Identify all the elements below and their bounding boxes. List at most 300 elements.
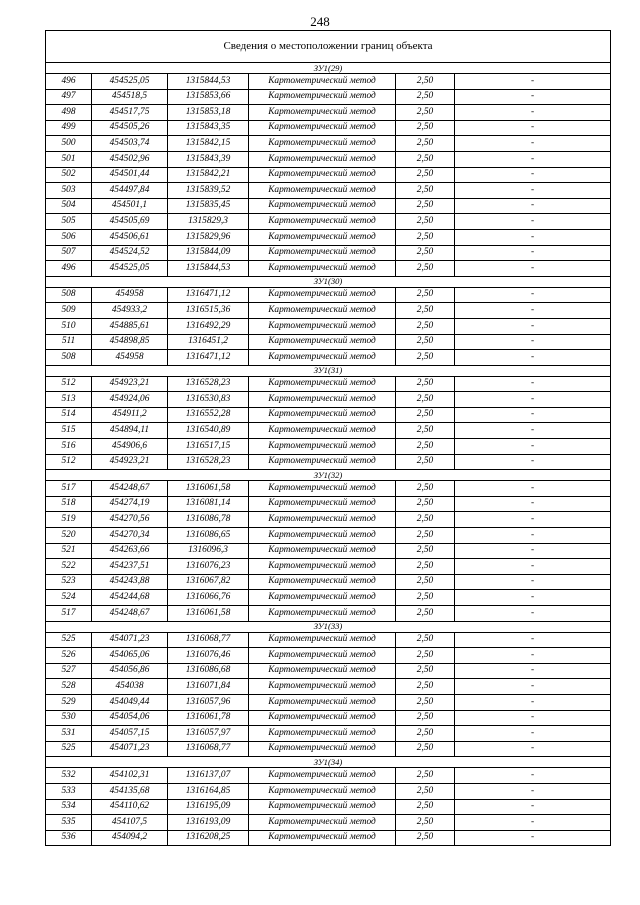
accuracy-cell: 2,50 [396,136,455,152]
y-coordinate-cell: 1315835,45 [168,198,249,214]
table-row [46,496,611,512]
accuracy-cell: 2,50 [396,183,455,199]
description-cell: - [455,120,611,136]
description-cell: - [455,815,611,831]
y-coordinate-cell: 1315853,66 [168,89,249,105]
accuracy-cell: 2,50 [396,245,455,261]
x-coordinate-cell: 454054,06 [92,710,168,726]
point-number-cell: 508 [46,350,92,366]
x-coordinate-cell: 454503,74 [92,136,168,152]
description-cell: - [455,303,611,319]
table-row [46,350,611,366]
point-number-cell: 526 [46,648,92,664]
x-coordinate-cell: 454056,86 [92,663,168,679]
point-number-cell: 536 [46,830,92,846]
description-cell: - [455,245,611,261]
description-cell: - [455,768,611,784]
y-coordinate-cell: 1316528,23 [168,454,249,470]
accuracy-cell: 2,50 [396,590,455,606]
accuracy-cell: 2,50 [396,89,455,105]
description-cell: - [455,183,611,199]
description-cell: - [455,710,611,726]
accuracy-cell: 2,50 [396,350,455,366]
y-coordinate-cell: 1315829,96 [168,229,249,245]
table-row [46,768,611,784]
x-coordinate-cell: 454894,11 [92,423,168,439]
table-row [46,679,611,695]
method-cell: Картометрический метод [249,663,396,679]
method-cell: Картометрический метод [249,528,396,544]
y-coordinate-cell: 1316061,58 [168,606,249,622]
x-coordinate-cell: 454071,23 [92,632,168,648]
accuracy-cell: 2,50 [396,74,455,90]
x-coordinate-cell: 454524,52 [92,245,168,261]
table-row [46,303,611,319]
accuracy-cell: 2,50 [396,392,455,408]
description-cell: - [455,136,611,152]
method-cell: Картометрический метод [249,590,396,606]
y-coordinate-cell: 1315842,15 [168,136,249,152]
method-cell: Картометрический метод [249,799,396,815]
method-cell: Картометрический метод [249,214,396,230]
description-cell: - [455,198,611,214]
y-coordinate-cell: 1315844,53 [168,261,249,277]
accuracy-cell: 2,50 [396,151,455,167]
x-coordinate-cell: 454107,5 [92,815,168,831]
x-coordinate-cell: 454898,85 [92,334,168,350]
accuracy-cell: 2,50 [396,815,455,831]
x-coordinate-cell: 454244,68 [92,590,168,606]
accuracy-cell: 2,50 [396,407,455,423]
method-cell: Картометрический метод [249,151,396,167]
accuracy-cell: 2,50 [396,559,455,575]
method-cell: Картометрический метод [249,287,396,303]
y-coordinate-cell: 1316067,82 [168,574,249,590]
accuracy-cell: 2,50 [396,648,455,664]
group-name: ЗУ1(33) [46,621,611,632]
group-name: ЗУ1(32) [46,470,611,481]
description-cell: - [455,151,611,167]
point-number-cell: 511 [46,334,92,350]
accuracy-cell: 2,50 [396,679,455,695]
x-coordinate-cell: 454958 [92,350,168,366]
table-row [46,559,611,575]
point-number-cell: 496 [46,74,92,90]
x-coordinate-cell: 454057,15 [92,726,168,742]
x-coordinate-cell: 454110,62 [92,799,168,815]
table-row [46,105,611,121]
x-coordinate-cell: 454923,21 [92,454,168,470]
y-coordinate-cell: 1316081,14 [168,496,249,512]
x-coordinate-cell: 454497,84 [92,183,168,199]
accuracy-cell: 2,50 [396,512,455,528]
method-cell: Картометрический метод [249,543,396,559]
accuracy-cell: 2,50 [396,726,455,742]
boundary-table-body [46,31,611,846]
accuracy-cell: 2,50 [396,214,455,230]
description-cell: - [455,392,611,408]
x-coordinate-cell: 454237,51 [92,559,168,575]
table-row [46,543,611,559]
y-coordinate-cell: 1316208,25 [168,830,249,846]
group-name: ЗУ1(31) [46,365,611,376]
y-coordinate-cell: 1315844,09 [168,245,249,261]
x-coordinate-cell: 454506,61 [92,229,168,245]
table-row [46,694,611,710]
y-coordinate-cell: 1316086,68 [168,663,249,679]
x-coordinate-cell: 454501,1 [92,198,168,214]
table-row [46,198,611,214]
table-row [46,261,611,277]
method-cell: Картометрический метод [249,407,396,423]
accuracy-cell: 2,50 [396,632,455,648]
point-number-cell: 528 [46,679,92,695]
y-coordinate-cell: 1316076,23 [168,559,249,575]
description-cell: - [455,318,611,334]
point-number-cell: 510 [46,318,92,334]
x-coordinate-cell: 454049,44 [92,694,168,710]
accuracy-cell: 2,50 [396,694,455,710]
table-row [46,799,611,815]
accuracy-cell: 2,50 [396,423,455,439]
x-coordinate-cell: 454135,68 [92,783,168,799]
y-coordinate-cell: 1316552,28 [168,407,249,423]
y-coordinate-cell: 1316195,09 [168,799,249,815]
table-row [46,590,611,606]
group-name: ЗУ1(34) [46,757,611,768]
table-row [46,376,611,392]
method-cell: Картометрический метод [249,481,396,497]
method-cell: Картометрический метод [249,768,396,784]
point-number-cell: 527 [46,663,92,679]
x-coordinate-cell: 454924,06 [92,392,168,408]
description-cell: - [455,783,611,799]
description-cell: - [455,648,611,664]
table-row [46,89,611,105]
point-number-cell: 523 [46,574,92,590]
table-row [46,167,611,183]
point-number-cell: 506 [46,229,92,245]
table-row [46,229,611,245]
group-header-row [46,757,611,768]
point-number-cell: 513 [46,392,92,408]
description-cell: - [455,543,611,559]
y-coordinate-cell: 1316137,07 [168,768,249,784]
y-coordinate-cell: 1315829,3 [168,214,249,230]
description-cell: - [455,350,611,366]
description-cell: - [455,663,611,679]
y-coordinate-cell: 1315853,18 [168,105,249,121]
method-cell: Картометрический метод [249,334,396,350]
table-row [46,392,611,408]
point-number-cell: 522 [46,559,92,575]
point-number-cell: 517 [46,606,92,622]
accuracy-cell: 2,50 [396,318,455,334]
x-coordinate-cell: 454517,75 [92,105,168,121]
point-number-cell: 535 [46,815,92,831]
point-number-cell: 512 [46,376,92,392]
accuracy-cell: 2,50 [396,496,455,512]
description-cell: - [455,590,611,606]
table-title: Сведения о местоположении границ объекта [46,31,611,63]
method-cell: Картометрический метод [249,694,396,710]
accuracy-cell: 2,50 [396,830,455,846]
y-coordinate-cell: 1316086,78 [168,512,249,528]
y-coordinate-cell: 1316528,23 [168,376,249,392]
x-coordinate-cell: 454502,96 [92,151,168,167]
y-coordinate-cell: 1315843,39 [168,151,249,167]
point-number-cell: 516 [46,439,92,455]
method-cell: Картометрический метод [249,167,396,183]
y-coordinate-cell: 1316068,77 [168,741,249,757]
table-row [46,183,611,199]
method-cell: Картометрический метод [249,303,396,319]
point-number-cell: 518 [46,496,92,512]
x-coordinate-cell: 454038 [92,679,168,695]
method-cell: Картометрический метод [249,120,396,136]
page-number: 248 [310,14,330,29]
table-row [46,512,611,528]
method-cell: Картометрический метод [249,741,396,757]
y-coordinate-cell: 1316061,78 [168,710,249,726]
x-coordinate-cell: 454525,05 [92,261,168,277]
table-row [46,783,611,799]
method-cell: Картометрический метод [249,74,396,90]
accuracy-cell: 2,50 [396,783,455,799]
accuracy-cell: 2,50 [396,287,455,303]
point-number-cell: 531 [46,726,92,742]
accuracy-cell: 2,50 [396,120,455,136]
method-cell: Картометрический метод [249,392,396,408]
table-row [46,574,611,590]
point-number-cell: 505 [46,214,92,230]
y-coordinate-cell: 1315842,21 [168,167,249,183]
description-cell: - [455,726,611,742]
method-cell: Картометрический метод [249,710,396,726]
table-row [46,136,611,152]
method-cell: Картометрический метод [249,229,396,245]
point-number-cell: 524 [46,590,92,606]
point-number-cell: 521 [46,543,92,559]
y-coordinate-cell: 1316057,97 [168,726,249,742]
point-number-cell: 520 [46,528,92,544]
description-cell: - [455,105,611,121]
y-coordinate-cell: 1315844,53 [168,74,249,90]
description-cell: - [455,679,611,695]
accuracy-cell: 2,50 [396,481,455,497]
accuracy-cell: 2,50 [396,528,455,544]
accuracy-cell: 2,50 [396,261,455,277]
y-coordinate-cell: 1316076,46 [168,648,249,664]
accuracy-cell: 2,50 [396,439,455,455]
y-coordinate-cell: 1316515,36 [168,303,249,319]
group-name: ЗУ1(29) [46,63,611,74]
x-coordinate-cell: 454923,21 [92,376,168,392]
point-number-cell: 512 [46,454,92,470]
table-row [46,318,611,334]
y-coordinate-cell: 1316451,2 [168,334,249,350]
point-number-cell: 497 [46,89,92,105]
table-row [46,407,611,423]
table-row [46,710,611,726]
table-row [46,481,611,497]
description-cell: - [455,376,611,392]
x-coordinate-cell: 454505,69 [92,214,168,230]
point-number-cell: 514 [46,407,92,423]
point-number-cell: 525 [46,741,92,757]
method-cell: Картометрический метод [249,105,396,121]
description-cell: - [455,528,611,544]
x-coordinate-cell: 454906,6 [92,439,168,455]
description-cell: - [455,214,611,230]
method-cell: Картометрический метод [249,136,396,152]
table-row [46,648,611,664]
description-cell: - [455,287,611,303]
x-coordinate-cell: 454270,56 [92,512,168,528]
point-number-cell: 499 [46,120,92,136]
point-number-cell: 519 [46,512,92,528]
method-cell: Картометрический метод [249,183,396,199]
method-cell: Картометрический метод [249,559,396,575]
accuracy-cell: 2,50 [396,334,455,350]
accuracy-cell: 2,50 [396,303,455,319]
method-cell: Картометрический метод [249,632,396,648]
table-row [46,214,611,230]
description-cell: - [455,261,611,277]
description-cell: - [455,574,611,590]
y-coordinate-cell: 1315843,35 [168,120,249,136]
description-cell: - [455,74,611,90]
x-coordinate-cell: 454525,05 [92,74,168,90]
table-row [46,151,611,167]
description-cell: - [455,167,611,183]
group-header-row [46,621,611,632]
accuracy-cell: 2,50 [396,606,455,622]
x-coordinate-cell: 454505,26 [92,120,168,136]
method-cell: Картометрический метод [249,261,396,277]
table-row [46,815,611,831]
x-coordinate-cell: 454263,66 [92,543,168,559]
x-coordinate-cell: 454094,2 [92,830,168,846]
group-header-row [46,276,611,287]
point-number-cell: 496 [46,261,92,277]
table-row [46,74,611,90]
point-number-cell: 515 [46,423,92,439]
y-coordinate-cell: 1316193,09 [168,815,249,831]
x-coordinate-cell: 454071,23 [92,741,168,757]
table-row [46,334,611,350]
point-number-cell: 508 [46,287,92,303]
method-cell: Картометрический метод [249,606,396,622]
method-cell: Картометрический метод [249,454,396,470]
accuracy-cell: 2,50 [396,229,455,245]
method-cell: Картометрический метод [249,815,396,831]
point-number-cell: 532 [46,768,92,784]
y-coordinate-cell: 1316057,96 [168,694,249,710]
table-row [46,423,611,439]
accuracy-cell: 2,50 [396,741,455,757]
y-coordinate-cell: 1316540,89 [168,423,249,439]
method-cell: Картометрический метод [249,574,396,590]
y-coordinate-cell: 1316492,29 [168,318,249,334]
description-cell: - [455,799,611,815]
accuracy-cell: 2,50 [396,376,455,392]
method-cell: Картометрический метод [249,726,396,742]
x-coordinate-cell: 454102,31 [92,768,168,784]
description-cell: - [455,512,611,528]
table-row [46,726,611,742]
method-cell: Картометрический метод [249,496,396,512]
description-cell: - [455,229,611,245]
method-cell: Картометрический метод [249,350,396,366]
description-cell: - [455,632,611,648]
method-cell: Картометрический метод [249,830,396,846]
table-row [46,830,611,846]
point-number-cell: 498 [46,105,92,121]
description-cell: - [455,407,611,423]
y-coordinate-cell: 1316530,83 [168,392,249,408]
y-coordinate-cell: 1315839,52 [168,183,249,199]
group-name: ЗУ1(30) [46,276,611,287]
description-cell: - [455,694,611,710]
y-coordinate-cell: 1316471,12 [168,350,249,366]
boundary-table [45,30,611,846]
point-number-cell: 500 [46,136,92,152]
group-header-row [46,365,611,376]
x-coordinate-cell: 454248,67 [92,606,168,622]
accuracy-cell: 2,50 [396,663,455,679]
x-coordinate-cell: 454911,2 [92,407,168,423]
method-cell: Картометрический метод [249,245,396,261]
table-row [46,120,611,136]
x-coordinate-cell: 454958 [92,287,168,303]
x-coordinate-cell: 454248,67 [92,481,168,497]
table-row [46,454,611,470]
method-cell: Картометрический метод [249,376,396,392]
point-number-cell: 525 [46,632,92,648]
description-cell: - [455,89,611,105]
accuracy-cell: 2,50 [396,710,455,726]
method-cell: Картометрический метод [249,198,396,214]
x-coordinate-cell: 454518,5 [92,89,168,105]
method-cell: Картометрический метод [249,648,396,664]
x-coordinate-cell: 454501,44 [92,167,168,183]
accuracy-cell: 2,50 [396,574,455,590]
point-number-cell: 502 [46,167,92,183]
description-cell: - [455,439,611,455]
y-coordinate-cell: 1316096,3 [168,543,249,559]
accuracy-cell: 2,50 [396,198,455,214]
accuracy-cell: 2,50 [396,543,455,559]
method-cell: Картометрический метод [249,512,396,528]
accuracy-cell: 2,50 [396,799,455,815]
y-coordinate-cell: 1316061,58 [168,481,249,497]
description-cell: - [455,334,611,350]
table-row [46,287,611,303]
point-number-cell: 501 [46,151,92,167]
x-coordinate-cell: 454270,34 [92,528,168,544]
point-number-cell: 507 [46,245,92,261]
method-cell: Картометрический метод [249,318,396,334]
table-row [46,606,611,622]
group-header-row [46,63,611,74]
y-coordinate-cell: 1316068,77 [168,632,249,648]
method-cell: Картометрический метод [249,439,396,455]
description-cell: - [455,481,611,497]
accuracy-cell: 2,50 [396,105,455,121]
description-cell: - [455,830,611,846]
point-number-cell: 517 [46,481,92,497]
